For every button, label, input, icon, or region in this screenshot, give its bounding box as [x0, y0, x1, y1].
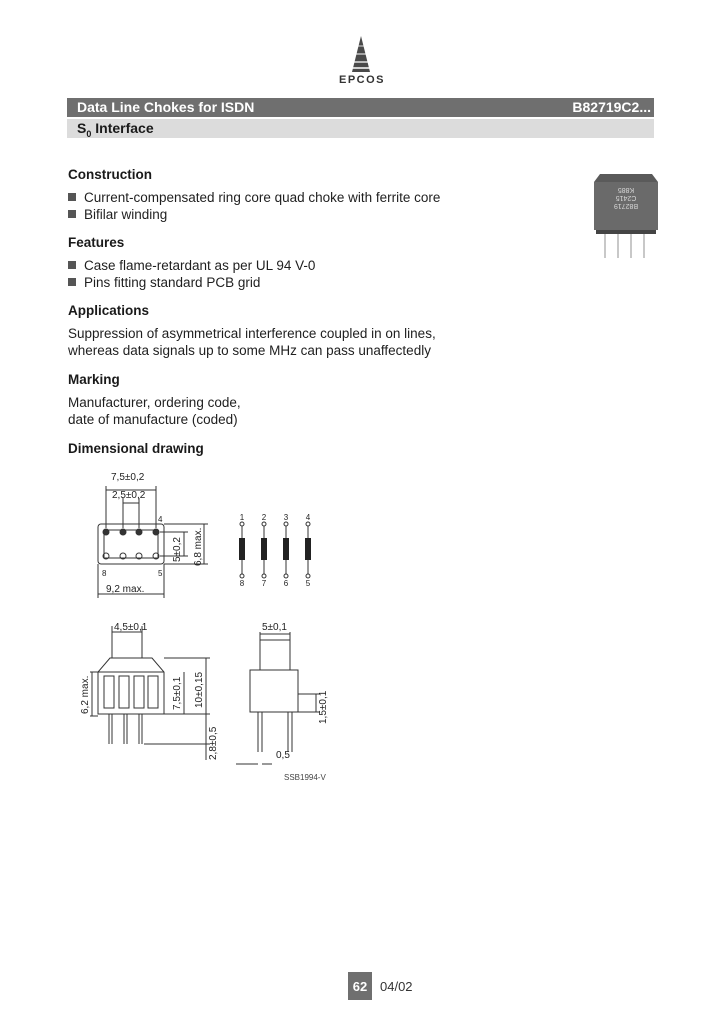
- product-photo: [592, 168, 660, 264]
- applications-heading: Applications: [68, 303, 150, 318]
- list-item: Pins fitting standard PCB grid: [68, 274, 260, 291]
- photo-text: B82719: [613, 202, 639, 209]
- subtitle-bar: [67, 119, 654, 138]
- marking-line: date of manufacture (coded): [68, 412, 238, 427]
- pin-label: 4: [305, 513, 311, 522]
- marking-heading: Marking: [68, 372, 120, 387]
- pin-label: 2: [261, 513, 267, 522]
- page-title: Data Line Chokes for ISDN: [77, 99, 255, 115]
- pin-label: 7: [261, 579, 267, 588]
- dim-label: 4,5±0,1: [114, 622, 148, 633]
- title-bar: [67, 98, 654, 117]
- features-heading: Features: [68, 235, 125, 250]
- construction-heading: Construction: [68, 167, 152, 182]
- dim-label: 2,8±0,5: [208, 726, 219, 760]
- bullet-icon: [68, 193, 76, 201]
- subtitle: $S_0$ Interface: [77, 120, 154, 139]
- bullet-icon: [68, 210, 76, 218]
- dim-label: 7,5±0,1: [172, 676, 183, 710]
- pin-label: 4: [158, 515, 163, 524]
- dim-label: 9,2 max.: [106, 584, 145, 595]
- pin-label: 8: [102, 569, 107, 578]
- pin-label: 8: [239, 579, 245, 588]
- dim-label: 5±0,1: [262, 622, 287, 633]
- applications-line: Suppression of asymmetrical interference coupled in on lines,: [68, 326, 436, 341]
- part-number: B82719C2...: [572, 99, 651, 115]
- marking-line: Manufacturer, ordering code,: [68, 395, 241, 410]
- dimensional-drawing: [80, 462, 344, 792]
- list-item: Current-compensated ring core quad choke with ferrite core: [68, 189, 440, 206]
- pin-label: 6: [283, 579, 289, 588]
- dim-label: 10±0,15: [194, 671, 205, 708]
- pin-label: 5: [305, 579, 311, 588]
- pin-label: 3: [283, 513, 289, 522]
- photo-text: K885: [617, 186, 635, 193]
- dimensional-drawing-heading: Dimensional drawing: [68, 441, 204, 456]
- page-number: 62: [352, 979, 368, 994]
- bullet-icon: [68, 261, 76, 269]
- pin-label: 5: [158, 569, 163, 578]
- dim-label: 6,2 max.: [80, 675, 91, 714]
- dim-label: 5±0,2: [172, 537, 183, 562]
- applications-line: whereas data signals up to some MHz can pass unaffectedly: [68, 343, 431, 358]
- photo-text: C2415: [615, 194, 637, 201]
- dim-label: 7,5±0,2: [111, 472, 145, 483]
- dim-label: 1,5±0,1: [318, 690, 329, 724]
- drawing-code: SSB1994-V: [284, 773, 326, 782]
- dim-label: 6,8 max.: [193, 527, 204, 566]
- pin-label: 1: [239, 513, 245, 522]
- dim-label: 2,5±0,2: [112, 490, 146, 501]
- brand-name: EPCOS: [338, 74, 385, 86]
- bullet-icon: [68, 278, 76, 286]
- list-item: Case flame-retardant as per UL 94 V-0: [68, 257, 315, 274]
- list-item: Bifilar winding: [68, 206, 167, 223]
- footer-date: 04/02: [380, 979, 413, 994]
- dim-label: 0,5: [276, 750, 290, 761]
